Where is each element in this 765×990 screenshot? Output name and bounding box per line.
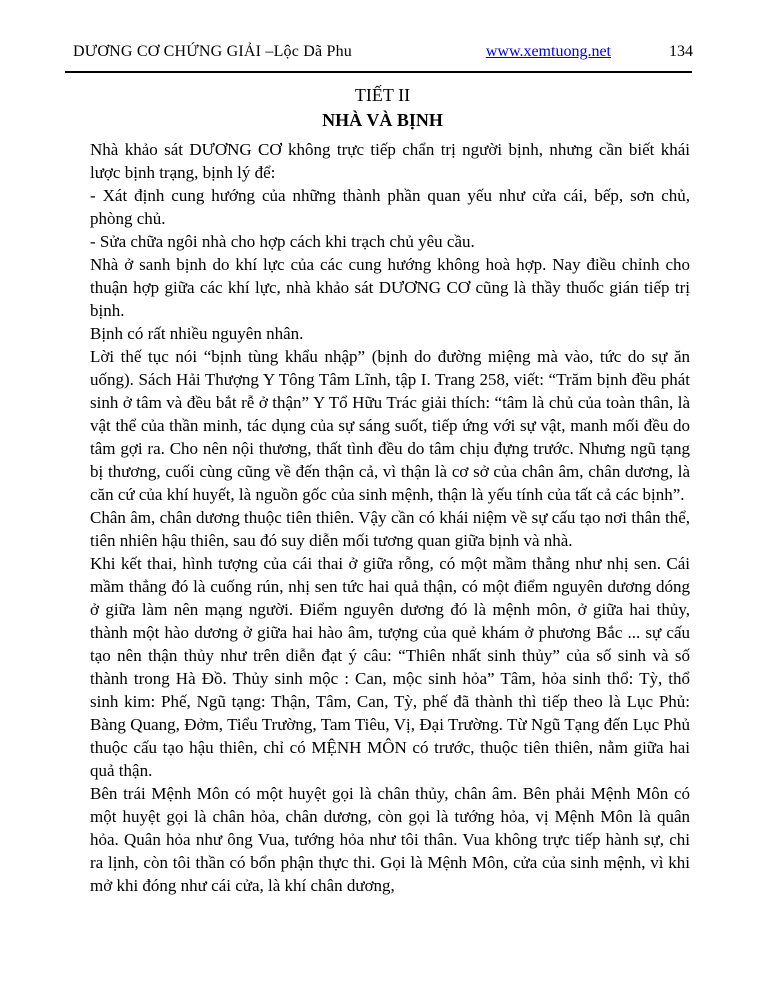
paragraph: - Sửa chữa ngôi nhà cho hợp cách khi trạch chủ yêu cầu. xyxy=(90,232,475,251)
header-divider xyxy=(65,71,692,73)
paragraph: Bên trái Mệnh Môn có một huyệt gọi là chân thủy, chân âm. Bên phải Mệnh Môn có một huyệt gọi là chân hỏa, chân dương, còn gọi là tướng hỏa, vị Mệnh Môn là quân hỏa. Quân hỏa như ông Vua, tướng hỏa như tôi thân. Vua không trực tiếp hành sự, chi ra lịnh, còn tôi thần có bổn phận thực thi. Gọi là Mệnh Môn, cửa của sinh mệnh, vì khi mở khi đóng như cái cửa, là khí chân dương, xyxy=(90,784,690,895)
page-header xyxy=(0,0,765,62)
paragraph: - Xát định cung hướng của những thành phần quan yếu như cửa cái, bếp, sơn chủ, phòng chủ. xyxy=(90,186,690,228)
book-title: DƯƠNG CƠ CHỨNG GIẢI –Lộc Dã Phu xyxy=(73,43,353,60)
section-title: TIẾT II xyxy=(354,85,411,105)
page-number: 134 xyxy=(669,43,693,60)
section-heading xyxy=(0,84,765,131)
paragraph: Khi kết thai, hình tượng của cái thai ở giữa rỗng, có một mầm thẳng như nhị sen. Cái mầm thẳng đó là cuống rún, nhị sen tức hai quả thận, có một điểm nguyên dương dóng ở giữa làm nên mạng người. Điểm nguyên dương đó là mệnh môn, ở giữa hai thủy, thành một hào dương ở giữa hai hào âm, tượng của quẻ khám ở phương Bắc ... sự cấu tạo nên thận thủy như trên diễn đạt ý câu: “Thiên nhất sinh thủy” của số sinh và số thành trong Hà Đồ. Thủy sinh mộc : Can, mộc sinh hỏa” Tâm, hỏa sinh thổ: Tỳ, thổ sinh kim: Phế, Ngũ tạng: Thận, Tâm, Can, Tỳ, phế đã thành thì tiếp theo là Lục Phủ: Bàng Quang, Đởm, Tiểu Trường, Tam Tiêu, Vị, Đại Trường. Từ Ngũ Tạng đến Lục Phủ thuộc cấu tạo hậu thiên, chỉ có MỆNH MÔN có trước, thuộc tiên thiên, nằm giữa hai quả thận. xyxy=(90,554,690,780)
body-text xyxy=(90,138,690,897)
paragraph: Bịnh có rất nhiều nguyên nhân. xyxy=(90,324,304,343)
paragraph: Chân âm, chân dương thuộc tiên thiên. Vậy cần có khái niệm về sự cấu tạo nơi thân thể, tiên nhiên hậu thiên, sau đó suy diễn mối tương quan giữa bịnh và nhà. xyxy=(90,508,690,550)
paragraph: Nhà ở sanh bịnh do khí lực của các cung hướng không hoà hợp. Nay điều chỉnh cho thuận hợp giữa các khí lực, nhà khảo sát DƯƠNG CƠ cũng là thầy thuốc gián tiếp trị bịnh. xyxy=(90,255,690,320)
website-link[interactable]: www.xemtuong.net xyxy=(485,43,611,60)
paragraph: Nhà khảo sát DƯƠNG CƠ không trực tiếp chẩn trị người bịnh, nhưng cần biết khái lược bịnh trạng, bịnh lý để: xyxy=(90,140,690,182)
paragraph: Lời thế tục nói “bịnh tùng khẩu nhập” (bịnh do đường miệng mà vào, tức do sự ăn uống). Sách Hải Thượng Y Tông Tâm Lĩnh, tập I. Trang 258, viết: “Trăm bịnh đều phát sinh ở tâm và đều bắt rễ ở thận” Y Tổ Hữu Trác giải thích: “tâm là chủ của toàn thân, là vật thể của thần minh, tác dụng của sự sáng suốt, tiếp ứng với sự vật, manh mối đều do tâm gợi ra. Cho nên nội thương, thất tình đều do tâm chịu đựng trước. Nhưng ngũ tạng bị thương, cuối cùng cũng về đến thận cả, vì thận là cơ sở của chân âm, chân dương, là căn cứ của khí huyết, là nguồn gốc của sinh mệnh, thận là yếu tính của tất cả các bịnh”. xyxy=(90,347,690,504)
section-subtitle: NHÀ VÀ BỊNH xyxy=(322,110,443,130)
